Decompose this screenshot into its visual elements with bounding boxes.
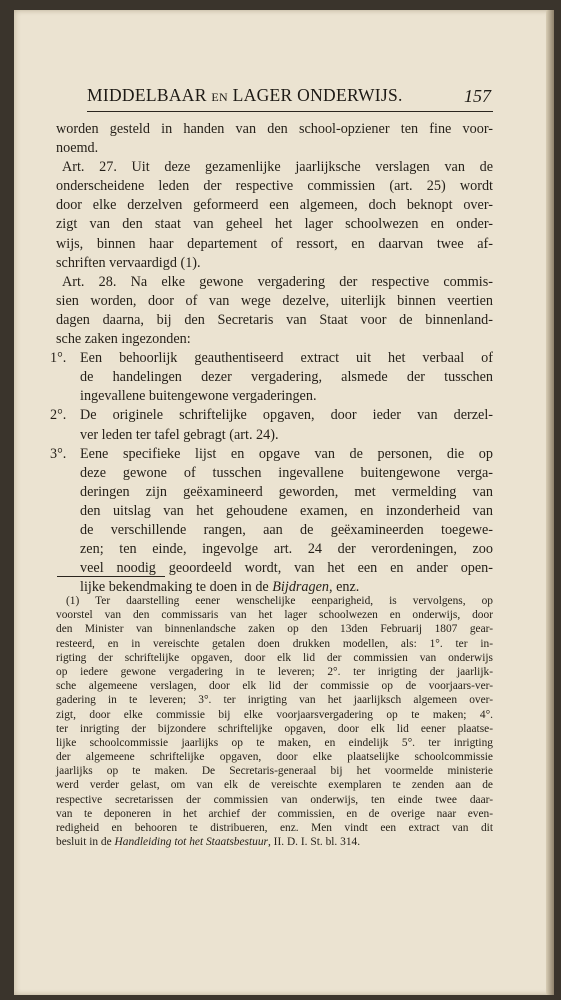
running-head bbox=[87, 85, 403, 106]
text-line: wijs, binnen haar departement of ressort, en daarvan twee af- bbox=[56, 235, 493, 252]
text-line: deringen zijn geëxamineerd geworden, met vermelding van bbox=[80, 483, 493, 500]
footnote-line: respective secretarissen der commissien van onderwijs, ten einde twee daar- bbox=[56, 793, 493, 806]
main-text bbox=[50, 120, 493, 597]
footnote-line: werd verder gelast, om van elk de vereischte exemplaren te zenden aan de bbox=[56, 779, 493, 792]
list-number: 3°. bbox=[50, 445, 67, 462]
page-header bbox=[71, 85, 491, 109]
text-line: Een behoorlijk geauthentiseerd extract uit het verbaal of bbox=[80, 350, 493, 367]
running-head-part1: MIDDELBAAR bbox=[87, 85, 207, 105]
text-line: Eene specifieke lijst en opgave van de personen, die op bbox=[80, 445, 493, 462]
text-line: Art. 28. Na elke gewone vergadering der respective commis- bbox=[62, 273, 493, 290]
footnote-line: redigheid en behooren te distribueren, enz. Men vindt een extract van dit bbox=[56, 822, 493, 834]
text-fragment: besluit in de bbox=[56, 836, 115, 849]
text-line: de handelingen dezer vergadering, alsmede der tusschen bbox=[80, 369, 493, 386]
text-line: den uitslag van het gehoudene examen, en inzonderheid van bbox=[80, 502, 493, 519]
italic-title: Handleiding tot het Staatsbestuur bbox=[114, 836, 268, 849]
footnote-line: rigting der schriftelijke opgaven, door elk lid der commissien van onderwijs bbox=[56, 651, 493, 664]
text-line: worden gesteld in handen van den school-opziener ten fine voor- bbox=[56, 121, 493, 137]
footnote-line: gadering in te leveren; 3°. ter inrigting van het jaarlijksch algemeen over- bbox=[56, 694, 493, 707]
footnote-line: ter inrigting der bijzondere schriftelijke opgaven, door elk lid eener plaatse- bbox=[56, 722, 493, 735]
footnote-line: voorstel van den commissaris van het lager schoolwezen en onderwijs, door bbox=[56, 609, 493, 622]
text-line: De originele schriftelijke opgaven, door ieder van derzel- bbox=[80, 407, 493, 424]
page-number: 157 bbox=[464, 86, 491, 106]
footnote bbox=[56, 594, 493, 849]
italic-title: Bijdragen bbox=[272, 579, 330, 596]
text-line: ingevallene buitengewone vergaderingen. bbox=[80, 388, 317, 405]
list-item-3 bbox=[50, 445, 493, 598]
list-item-1 bbox=[50, 349, 493, 406]
text-line: door elke derzelven geformeerd een algemeen, doch beknopt over- bbox=[56, 197, 493, 214]
footnote-line: van te deponeren in het archief der commissien, en de overige naar even- bbox=[56, 807, 493, 820]
footnote-line: jaarlijks op te maken. De Secretaris-generaal bij het voormelde ministerie bbox=[56, 765, 493, 778]
text-fragment: , II. D. I. St. bl. 314. bbox=[267, 836, 361, 849]
text-line: ver leden ter tafel gebragt (art. 24). bbox=[80, 426, 279, 443]
running-head-en: EN bbox=[211, 90, 228, 104]
text-line: veel noodig geoordeeld wordt, van het een en ander open- bbox=[80, 560, 493, 577]
footnote-rule bbox=[57, 576, 165, 577]
text-line: zigt van den staat van geheel het lager schoolwezen en onder- bbox=[56, 216, 493, 233]
footnote-line bbox=[56, 835, 493, 849]
text-line: noemd. bbox=[56, 140, 99, 157]
text-line: zen; ten einde, ingevolge art. 24 der verordeningen, zoo bbox=[80, 541, 493, 558]
text-line: dagen daarna, bij den Secretaris van Staat voor de binnenland- bbox=[56, 311, 493, 328]
footnote-line: zigt, door elke commissie bij elke voorjaarsvergadering op te maken; 4°. bbox=[56, 708, 493, 721]
footnote-line: lijke schoolcommissie jaarlijks op te maken, en eindelijk 5°. ter inrigting bbox=[56, 736, 493, 749]
running-head-part2: LAGER ONDERWIJS. bbox=[232, 85, 403, 105]
text-fragment: , enz. bbox=[329, 579, 360, 596]
footnote-line: (1) Ter daarstelling eener wenschelijke eenparigheid, is vervolgens, op bbox=[66, 595, 493, 607]
text-line: schriften vervaardigd (1). bbox=[56, 254, 201, 271]
text-line: deze gewone of tusschen ingevallene buitengewone verga- bbox=[80, 464, 493, 481]
footnote-line: der algemeene schriftelijke opgaven, door elke plaatselijke schoolcommissie bbox=[56, 751, 493, 764]
text-fragment: lijke bekendmaking te doen in de bbox=[80, 579, 273, 596]
text-line: de verschillende rangen, aan de geëxamineerden toegewe- bbox=[80, 521, 493, 538]
text-line: sche zaken ingezonden: bbox=[56, 331, 191, 348]
text-line: onderscheidene leden der respective commissien (art. 25) wordt bbox=[56, 178, 493, 195]
list-number: 2°. bbox=[50, 407, 67, 424]
header-rule bbox=[87, 111, 493, 112]
footnote-line: sche algemeene verslagen, door elk lid der commissie op de voorjaars-ver- bbox=[56, 680, 493, 693]
page-edge bbox=[546, 10, 554, 995]
footnote-line: den Minister van binnenlandsche zaken op den 13den Februarij 1807 gear- bbox=[56, 623, 493, 636]
text-line: sien worden, door of van wege dezelve, uiterlijk binnen veertien bbox=[56, 292, 493, 309]
footnote-line: resteerd, en in vereischte getalen doen drukken modellen, als: 1°. ter in- bbox=[56, 637, 493, 650]
text-line: Art. 27. Uit deze gezamenlijke jaarlijksche verslagen van de bbox=[62, 159, 493, 176]
list-item-2 bbox=[50, 406, 493, 444]
footnote-line: op iedere gewone vergadering in te leveren; 2°. ter inrigting der jaarlijk- bbox=[56, 665, 493, 678]
list-number: 1°. bbox=[50, 350, 67, 367]
